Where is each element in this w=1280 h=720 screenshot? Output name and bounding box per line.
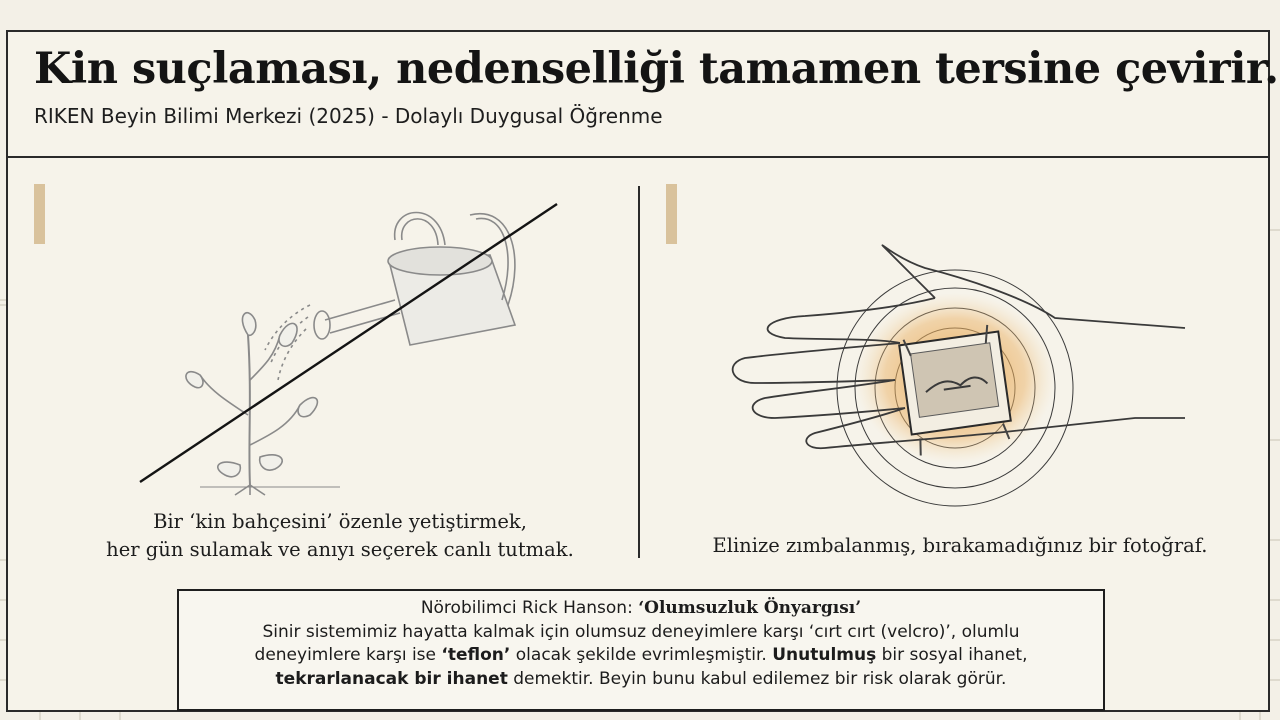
- watering-can-plant-illustration: [140, 195, 600, 495]
- info-line3-c: olacak şekilde evrimleşmiştir.: [510, 645, 773, 665]
- right-caption: Elinize zımbalanmış, bırakamadığınız bir fotoğraf.: [712, 534, 1208, 557]
- info-box-line4: [179, 668, 1103, 692]
- info-title-bold: ‘Olumsuzluk Önyargısı’: [638, 598, 862, 618]
- left-caption: [60, 508, 620, 564]
- left-caption-line2: her gün sulamak ve anıyı seçerek canlı tutmak.: [106, 538, 574, 561]
- info-line4-rest: demektir. Beyin bunu kabul edilemez bir risk olarak görür.: [507, 668, 1007, 689]
- info-line3-e: bir sosyal ihanet,: [876, 645, 1028, 665]
- right-accent-bar: [666, 184, 677, 244]
- hand-with-photo-illustration: [725, 238, 1195, 478]
- info-box-line2: Sinir sistemimiz hayatta kalmak için olumsuz deneyimlere karşı ‘cırt cırt (velcro)’, olumlu: [262, 621, 1020, 642]
- left-accent-bar: [34, 184, 45, 244]
- left-caption-line1: Bir ‘kin bahçesini’ özenle yetiştirmek,: [153, 510, 527, 533]
- info-title-prefix: Nörobilimci Rick Hanson:: [420, 598, 639, 618]
- info-box-line3: [179, 644, 1103, 668]
- info-box-title: [179, 597, 1103, 621]
- info-line3-unutulmus: Unutulmuş: [772, 645, 877, 665]
- page-title: Kin suçlaması, nedenselliği tamamen tersine çevirir.: [34, 44, 1279, 94]
- header-divider: [6, 156, 1270, 158]
- info-line3-a: deneyimlere karşı ise: [254, 645, 442, 665]
- page-subtitle: RIKEN Beyin Bilimi Merkezi (2025) - Dolaylı Duygusal Öğrenme: [34, 104, 663, 128]
- info-box: [177, 589, 1105, 711]
- panel-divider: [638, 186, 640, 558]
- info-line3-teflon: ‘teflon’: [441, 645, 511, 665]
- info-line4-bold: tekrarlanacak bir ihanet: [275, 668, 508, 689]
